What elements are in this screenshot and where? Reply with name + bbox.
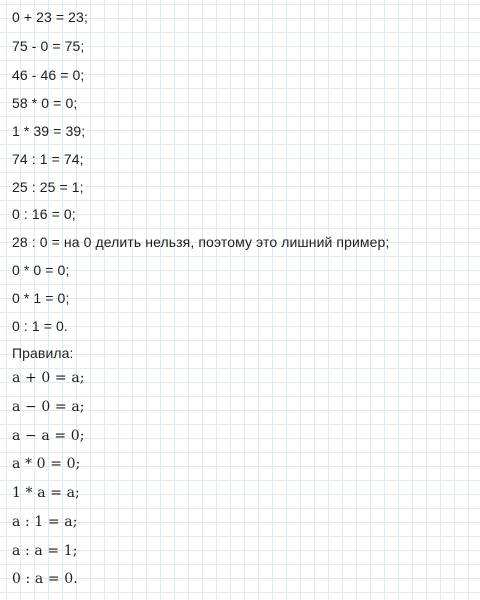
rule-line: a * 0 = 0; xyxy=(12,456,81,472)
example-line: 0 : 1 = 0. xyxy=(12,318,68,334)
rule-line: a : a = 1; xyxy=(12,543,78,559)
rule-line: a + 0 = a; xyxy=(12,370,85,386)
rule-line: a − a = 0; xyxy=(12,428,85,444)
rule-line: a − 0 = a; xyxy=(12,399,85,415)
example-line: 1 * 39 = 39; xyxy=(12,123,86,139)
example-line: 74 : 1 = 74; xyxy=(12,151,84,167)
example-line: 75 - 0 = 75; xyxy=(12,38,85,54)
example-line-note: 28 : 0 = на 0 делить нельзя, поэтому это лишний пример; xyxy=(12,234,390,250)
rules-heading: Правила: xyxy=(12,345,74,361)
rule-line: 1 * a = a; xyxy=(12,485,80,501)
example-line: 0 * 0 = 0; xyxy=(12,262,70,278)
example-line: 0 * 1 = 0; xyxy=(12,290,70,306)
example-line: 46 - 46 = 0; xyxy=(12,67,85,83)
example-line: 58 * 0 = 0; xyxy=(12,95,78,111)
rule-line: a : 1 = a; xyxy=(12,514,78,530)
rule-line: 0 : a = 0. xyxy=(12,571,78,587)
example-line: 0 : 16 = 0; xyxy=(12,206,76,222)
example-line: 25 : 25 = 1; xyxy=(12,179,84,195)
example-line: 0 + 23 = 23; xyxy=(12,9,88,25)
